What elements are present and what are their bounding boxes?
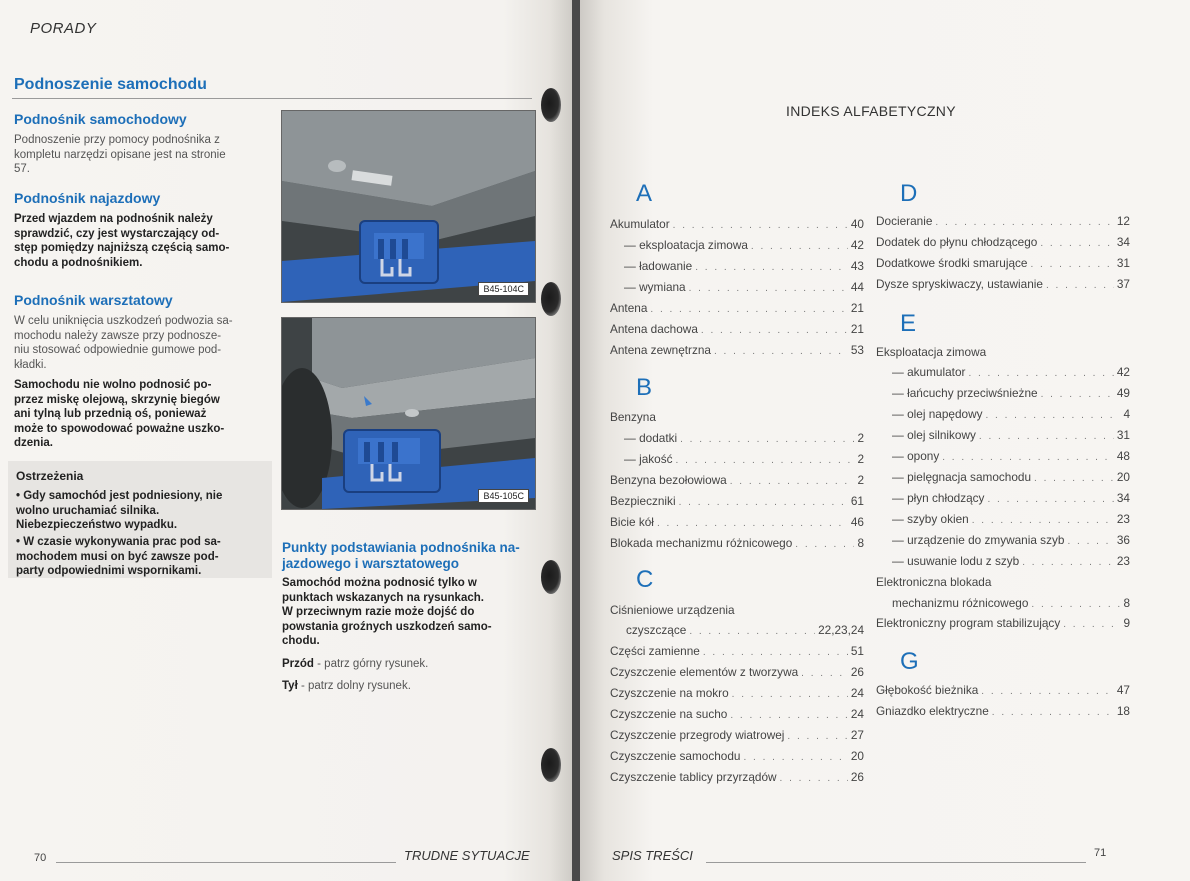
index-entry: Dodatkowe środki smarujące . . . 31 bbox=[876, 256, 1130, 272]
index-entry: — jakość . . . 2 bbox=[624, 452, 864, 468]
rear-note: Tył - patrz dolny rysunek. bbox=[282, 680, 411, 692]
index-entry: Czyszczenie samochodu . . . 20 bbox=[610, 749, 864, 765]
binding-hole bbox=[541, 88, 561, 122]
index-entry: — szyby okien . . . 23 bbox=[892, 512, 1130, 528]
index-letter-e: E bbox=[900, 310, 917, 337]
footer-rule bbox=[56, 862, 396, 863]
page-number: 71 bbox=[1094, 847, 1107, 859]
index-entry: — olej napędowy . . . 4 bbox=[892, 407, 1130, 423]
paragraph-jack-car: Podnoszenie przy pomocy podnośnika z kompletu narzędzi opisane jest na stronie 57. bbox=[14, 134, 226, 175]
heading-lift-points: Punkty podstawiania podnośnika na- jazdowego i warsztatowego bbox=[282, 540, 520, 571]
front-note: Przód - patrz górny rysunek. bbox=[282, 658, 429, 670]
index-entry: — łańcuchy przeciwśnieżne . . . 49 bbox=[892, 386, 1130, 402]
index-entry: Antena zewnętrzna . . . 53 bbox=[610, 343, 864, 359]
paragraph-lift-points: Samochód można podnosić tylko w punktach wskazanych na rysunkach. W przeciwnym razie może dojść do powstania groźnych uszkodzeń samo- chodu. bbox=[282, 577, 492, 647]
footer-title: SPIS TREŚCI bbox=[612, 848, 693, 863]
warning-item: • W czasie wykonywania prac pod sa- mochodem musi on być zawsze pod- party odpowiednimi wspornikami. bbox=[16, 536, 221, 577]
footer-rule bbox=[706, 862, 1086, 863]
index-entry: Blokada mechanizmu różnicowego . . . 8 bbox=[610, 536, 864, 552]
index-entry: — eksploatacja zimowa . . . 42 bbox=[624, 238, 864, 254]
binding-hole bbox=[541, 282, 561, 316]
index-heading: Elektroniczna blokada bbox=[876, 575, 992, 589]
index-entry: Elektroniczny program stabilizujący . . . 9 bbox=[876, 616, 1130, 632]
warning-title: Ostrzeżenia bbox=[16, 469, 84, 483]
index-entry: — dodatki . . . 2 bbox=[624, 431, 864, 447]
index-entry: — opony . . . 48 bbox=[892, 449, 1130, 465]
index-entry: — akumulator . . . 42 bbox=[892, 365, 1130, 381]
index-heading: Ciśnieniowe urządzenia bbox=[610, 603, 735, 617]
index-letter-b: B bbox=[636, 374, 653, 401]
index-entry: — ładowanie . . . 43 bbox=[624, 259, 864, 275]
index-entry: Czyszczenie na mokro . . . 24 bbox=[610, 686, 864, 702]
index-heading: Eksploatacja zimowa bbox=[876, 345, 987, 359]
index-entry: Bicie kół . . . 46 bbox=[610, 515, 864, 531]
footer-title: TRUDNE SYTUACJE bbox=[404, 848, 530, 863]
left-page bbox=[0, 0, 572, 881]
index-entry: czyszczące . . . 22,23,24 bbox=[626, 623, 864, 639]
car-underbody-rear-illustration bbox=[282, 318, 535, 509]
binding-hole bbox=[541, 560, 561, 594]
index-entry: Dodatek do płynu chłodzącego . . . 34 bbox=[876, 235, 1130, 251]
index-entry: Akumulator . . . 40 bbox=[610, 217, 864, 233]
figure-label: B45-104C bbox=[478, 282, 529, 296]
figure-label: B45-105C bbox=[478, 489, 529, 503]
index-entry: — usuwanie lodu z szyb . . . 23 bbox=[892, 554, 1130, 570]
index-letter-a: A bbox=[636, 180, 653, 207]
index-entry: Bezpieczniki . . . 61 bbox=[610, 494, 864, 510]
heading-jack-workshop: Podnośnik warsztatowy bbox=[14, 292, 173, 308]
heading-jack-drive: Podnośnik najazdowy bbox=[14, 190, 161, 206]
paragraph-jack-workshop-warning: Samochodu nie wolno podnosić po- przez miskę olejową, skrzynię biegów ani tylną lub przednią oś, ponieważ może to spowodować poważne uszko- dzenia. bbox=[14, 379, 225, 449]
index-entry: — urządzenie do zmywania szyb . . . 36 bbox=[892, 533, 1130, 549]
index-entry: Docieranie . . . 12 bbox=[876, 214, 1130, 230]
index-letter-c: C bbox=[636, 566, 654, 593]
index-entry: Czyszczenie na sucho . . . 24 bbox=[610, 707, 864, 723]
index-entry: Czyszczenie tablicy przyrządów . . . 26 bbox=[610, 770, 864, 786]
index-entry: Antena dachowa . . . 21 bbox=[610, 322, 864, 338]
index-entry: Części zamienne . . . 51 bbox=[610, 644, 864, 660]
index-entry: Gniazdko elektryczne . . . 18 bbox=[876, 704, 1130, 720]
index-entry: mechanizmu różnicowego . . . 8 bbox=[892, 596, 1130, 612]
binding-hole bbox=[541, 748, 561, 782]
index-entry: Głębokość bieżnika . . . 47 bbox=[876, 683, 1130, 699]
index-entry: Czyszczenie przegrody wiatrowej . . . 27 bbox=[610, 728, 864, 744]
index-entry: — olej silnikowy . . . 31 bbox=[892, 428, 1130, 444]
index-entry: — płyn chłodzący . . . 34 bbox=[892, 491, 1130, 507]
index-entry: Dysze spryskiwaczy, ustawianie . . . 37 bbox=[876, 277, 1130, 293]
index-entry: — pielęgnacja samochodu . . . 20 bbox=[892, 470, 1130, 486]
index-heading: Benzyna bbox=[610, 410, 656, 424]
binding-gutter bbox=[572, 0, 580, 881]
paragraph-jack-workshop: W celu uniknięcia uszkodzeń podwozia sa- mochodu należy zawsze przy podnosze- niu stosować odpowiednie gumowe pod- kładki. bbox=[14, 315, 233, 371]
index-entry: — wymiana . . . 44 bbox=[624, 280, 864, 296]
page-number: 70 bbox=[34, 852, 47, 864]
figure-front-lift-point bbox=[281, 110, 536, 303]
index-title: INDEKS ALFABETYCZNY bbox=[786, 103, 956, 119]
running-head: PORADY bbox=[30, 20, 97, 37]
index-letter-d: D bbox=[900, 180, 918, 207]
paragraph-jack-drive: Przed wjazdem na podnośnik należy sprawdzić, czy jest wystarczający od- stęp pomiędzy najniższą częścią samo- chodu a podnośnikiem. bbox=[14, 213, 230, 269]
index-entry: Benzyna bezołowiowa . . . 2 bbox=[610, 473, 864, 489]
section-title: Podnoszenie samochodu bbox=[14, 76, 207, 93]
car-underbody-front-illustration bbox=[282, 111, 535, 302]
warning-item: • Gdy samochód jest podniesiony, nie wolno uruchamiać silnika. Niebezpieczeństwo wypadku. bbox=[16, 490, 223, 531]
index-letter-g: G bbox=[900, 648, 919, 675]
heading-jack-car: Podnośnik samochodowy bbox=[14, 111, 187, 127]
index-entry: Czyszczenie elementów z tworzywa . . . 26 bbox=[610, 665, 864, 681]
figure-rear-lift-point bbox=[281, 317, 536, 510]
index-entry: Antena . . . 21 bbox=[610, 301, 864, 317]
divider bbox=[12, 98, 532, 99]
right-page bbox=[580, 0, 1190, 881]
